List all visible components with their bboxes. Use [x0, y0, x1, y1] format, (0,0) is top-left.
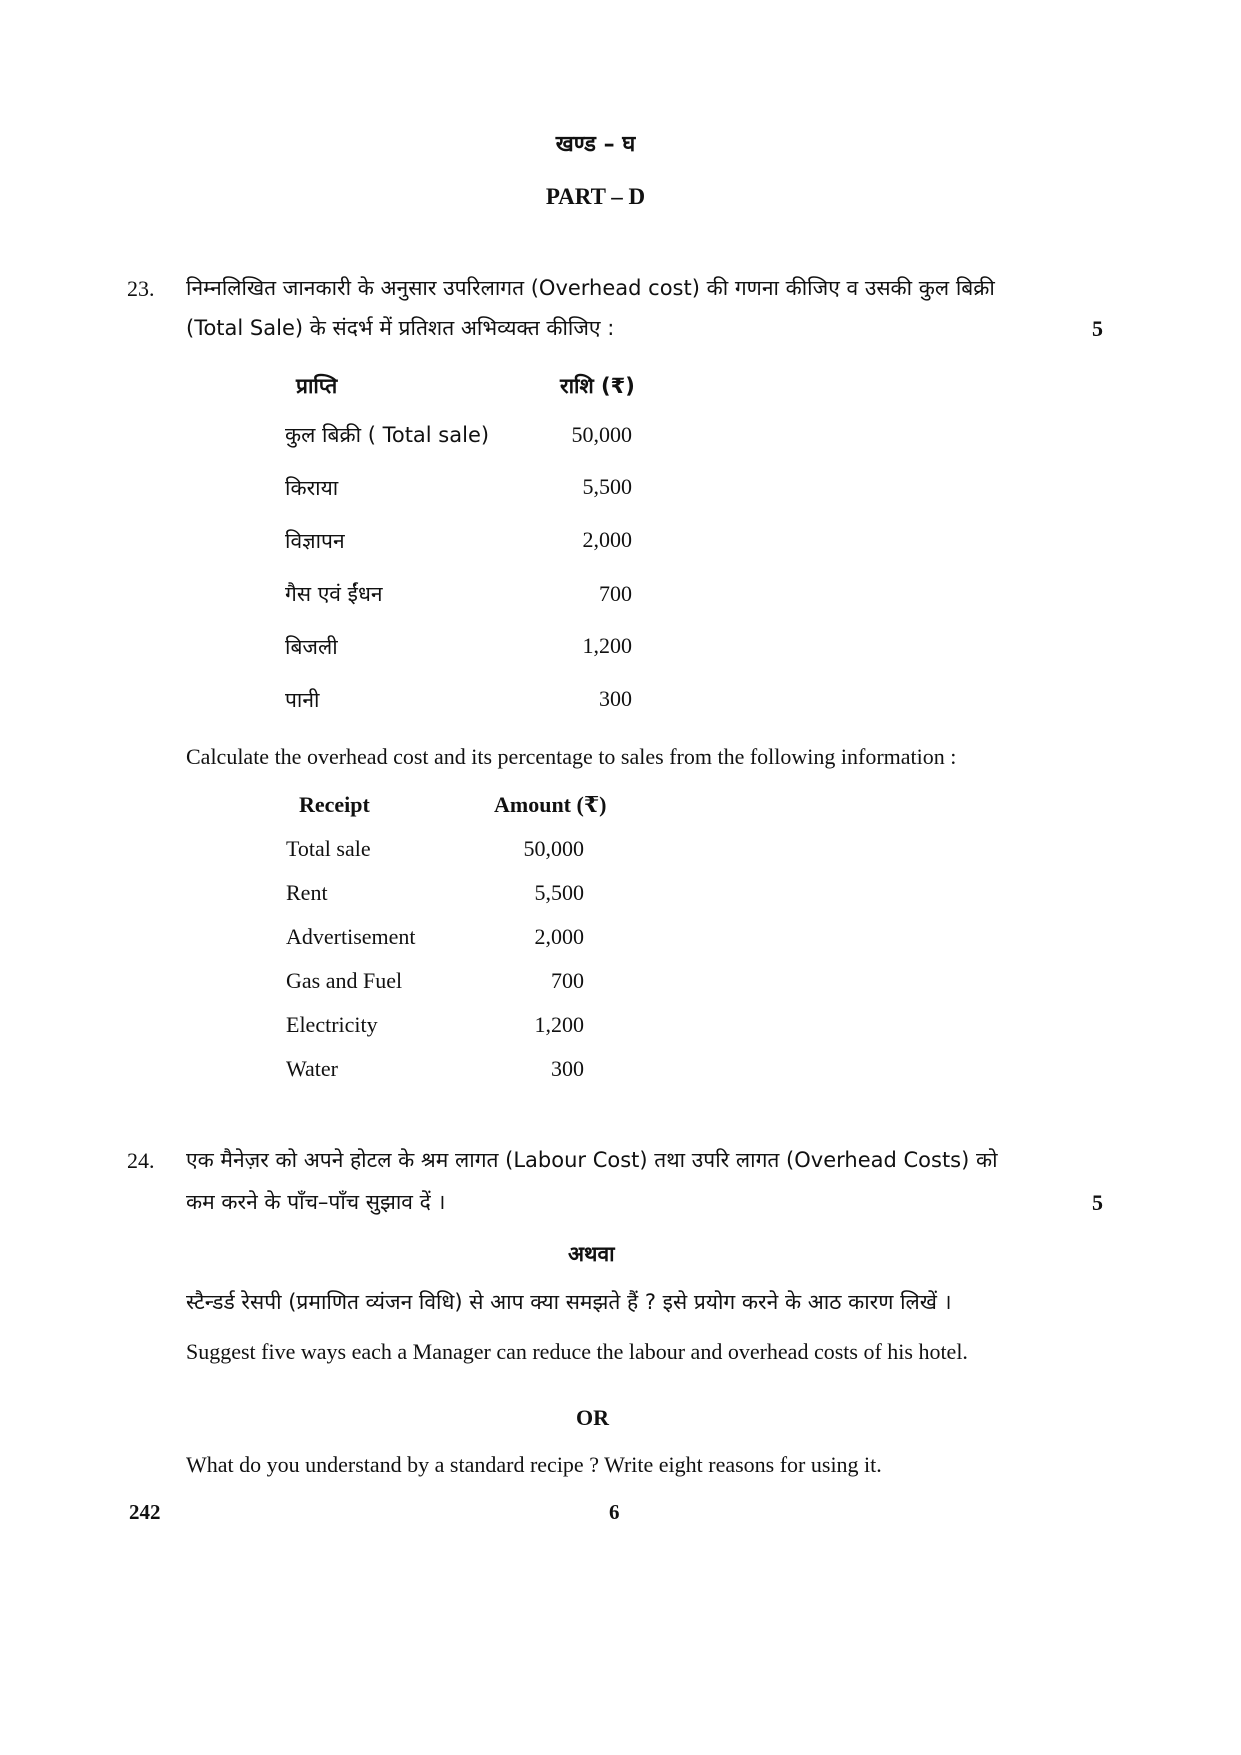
question-text-hindi-line1: एक मैनेज़र को अपने होटल के श्रम लागत (Labour Cost) तथा उपरि लागत (Overhead Costs) को — [186, 1148, 998, 1172]
section-title-hindi: खण्ड – घ — [555, 132, 636, 157]
table-row-value: 2,000 — [534, 924, 584, 949]
table-row-label: Advertisement — [286, 924, 416, 949]
table-row-label: Electricity — [286, 1012, 378, 1037]
or-divider-hindi: अथवा — [568, 1242, 615, 1266]
question-marks: 5 — [1092, 316, 1103, 341]
table-row-label: Total sale — [286, 836, 371, 861]
section-title-english: PART – D — [545, 184, 646, 209]
table-row-label: बिजली — [285, 635, 338, 659]
question-number: 23. — [127, 276, 155, 301]
table-row-value: 300 — [599, 686, 632, 711]
table-row-value: 700 — [551, 968, 584, 993]
table-row-value: 2,000 — [582, 527, 632, 552]
question-text-hindi-line2: कम करने के पाँच–पाँच सुझाव दें । — [186, 1190, 446, 1214]
or-divider-english: OR — [576, 1405, 609, 1430]
table-row-label: गैस एवं ईंधन — [285, 582, 383, 606]
question-text-english: Suggest five ways each a Manager can reduce the labour and overhead costs of his hotel. — [186, 1339, 968, 1364]
table-row-label: किराया — [285, 476, 339, 500]
table-row-label: Water — [286, 1056, 338, 1081]
question-text-english: Calculate the overhead cost and its percentage to sales from the following information : — [186, 744, 957, 769]
table-row-value: 1,200 — [534, 1012, 584, 1037]
table-row-label: पानी — [285, 688, 320, 712]
table-row-label: Rent — [286, 880, 328, 905]
table-row-label: विज्ञापन — [285, 529, 345, 553]
table-row-value: 300 — [551, 1056, 584, 1081]
alternative-question-hindi: स्टैन्डर्ड रेसपी (प्रमाणित व्यंजन विधि) से आप क्या समझते हैं ? इसे प्रयोग करने के आठ कारण लिखें । — [186, 1290, 952, 1314]
question-text-hindi-line1: निम्नलिखित जानकारी के अनुसार उपरिलागत (Overhead cost) की गणना कीजिए व उसकी कुल बिक्री — [186, 276, 995, 300]
table-header-amount: राशि (₹) — [560, 374, 635, 398]
question-number: 24. — [127, 1148, 155, 1173]
table-row-label: Gas and Fuel — [286, 968, 403, 993]
table-row-value: 50,000 — [571, 422, 632, 447]
table-row-value: 50,000 — [523, 836, 584, 861]
question-text-hindi-line2: (Total Sale) के संदर्भ में प्रतिशत अभिव्यक्त कीजिए : — [186, 316, 615, 340]
table-row-value: 1,200 — [582, 633, 632, 658]
table-row-value: 700 — [599, 581, 632, 606]
question-marks: 5 — [1092, 1190, 1103, 1215]
alternative-question-english: What do you understand by a standard recipe ? Write eight reasons for using it. — [186, 1452, 882, 1477]
table-row-value: 5,500 — [582, 474, 632, 499]
table-header-amount: Amount (₹) — [494, 792, 607, 817]
table-header-receipt: प्राप्ति — [296, 374, 338, 398]
table-row-label: कुल बिक्री ( Total sale) — [285, 423, 490, 447]
table-row-value: 5,500 — [534, 880, 584, 905]
table-header-receipt: Receipt — [299, 792, 370, 817]
paper-code: 242 — [129, 1500, 161, 1524]
page-number: 6 — [609, 1500, 620, 1524]
